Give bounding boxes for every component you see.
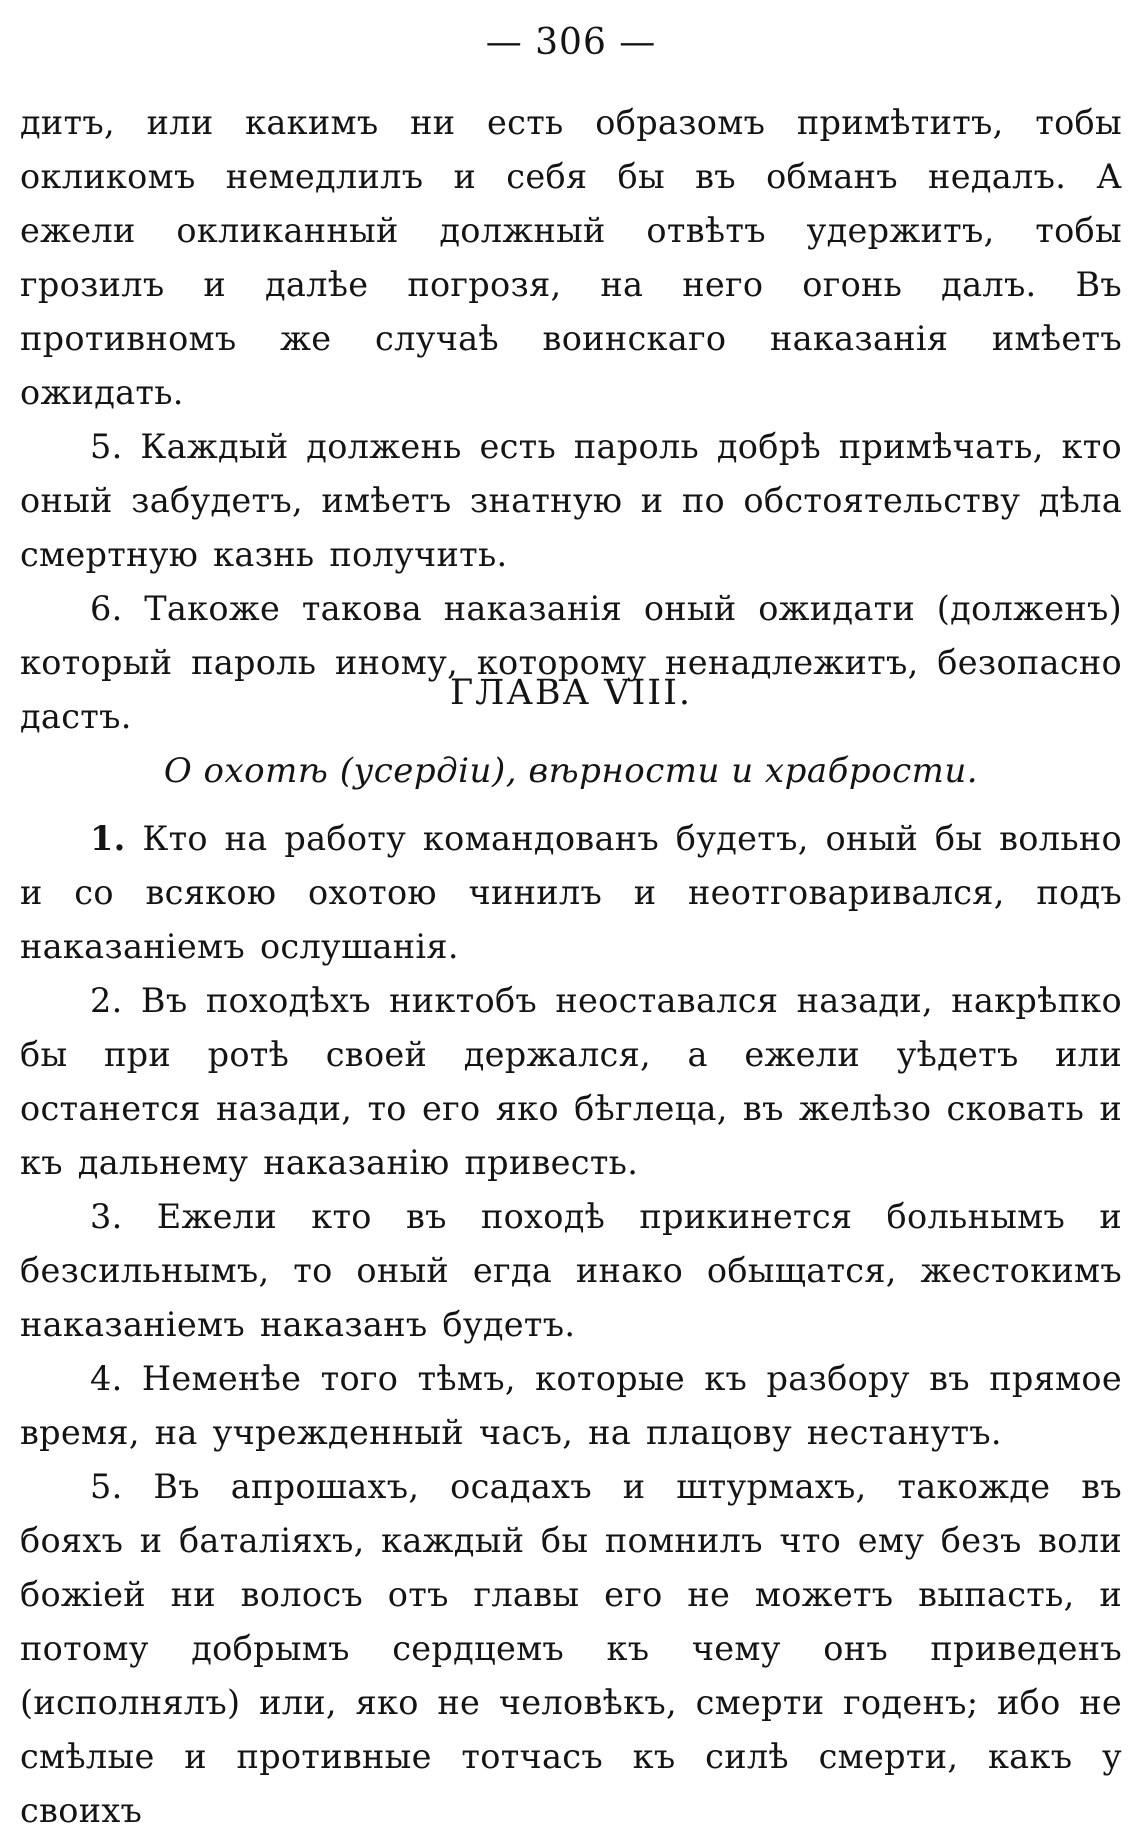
item-text: Въ походѣхъ никтобъ неоставался назади, накрѣпко бы при ротѣ своей держался, а ежели уѣдетъ или останется назади, то его яко бѣглеца, въ желѣзо сковать и къ дальнему наказанію привесть. [20,981,1122,1182]
chapter-item [20,812,1122,974]
item-number: 4. [90,1359,123,1398]
item-number: 5. [90,1467,123,1506]
chapter-title: ГЛАВА VIII. [449,673,693,713]
chapter-body [20,812,1122,1838]
top-section [20,96,1122,744]
item-number: 1. [90,819,126,858]
item-text: Ежели кто въ походѣ прикинется больнымъ и безсильнымъ, то оный егда инако обыщатся, жестокимъ наказаніемъ наказанъ будетъ. [20,1197,1122,1344]
paragraph-item-6: 6. Такоже такова наказанія оный ожидати (долженъ) который пароль иному, которому ненадлежитъ, безопасно дастъ. [20,589,1122,736]
chapter-item [20,1352,1122,1460]
item-text: Неменѣе того тѣмъ, которые къ разбору въ прямое время, на учрежденный часъ, на плацову нестанутъ. [20,1359,1122,1452]
item-number: 3. [90,1197,123,1236]
chapter-item [20,1460,1122,1838]
item-text: Въ апрошахъ, осадахъ и штурмахъ, такожде въ бояхъ и баталіяхъ, каждый бы помнилъ что ему безъ воли божіей ни волосъ отъ главы его не можетъ выпасть, и потому добрымъ сердцемъ къ чему онъ приведенъ (исполнялъ) или, яко не человѣкъ, смерти годенъ; ибо не смѣлые и противные тотчасъ къ силѣ смерти, какъ у своихъ [20,1467,1122,1830]
page-number: — 306 — [485,22,657,63]
chapter-subtitle: О охотѣ (усердіи), вѣрности и храбрости. [163,751,979,791]
item-number: 2. [90,981,123,1020]
chapter-item [20,974,1122,1190]
paragraph-item-5: 5. Каждый должень есть пароль добрѣ примѣчать, кто оный забудетъ, имѣетъ знатную и по обстоятельству дѣла смертную казнь получить. [20,427,1122,574]
paragraph-continuation: дитъ, или какимъ ни есть образомъ примѣтитъ, тобы окликомъ немедлилъ и себя бы въ обманъ недалъ. А ежели окликанный должный отвѣтъ удержитъ, тобы грозилъ и далѣе погрозя, на него огонь далъ. Въ противномъ же случаѣ воинскаго наказанія имѣетъ ожидать. [20,103,1122,412]
chapter-item [20,1190,1122,1352]
item-text: Кто на работу командованъ будетъ, оный бы вольно и со всякою охотою чинилъ и неотговаривался, подъ наказаніемъ ослушанія. [20,819,1122,966]
